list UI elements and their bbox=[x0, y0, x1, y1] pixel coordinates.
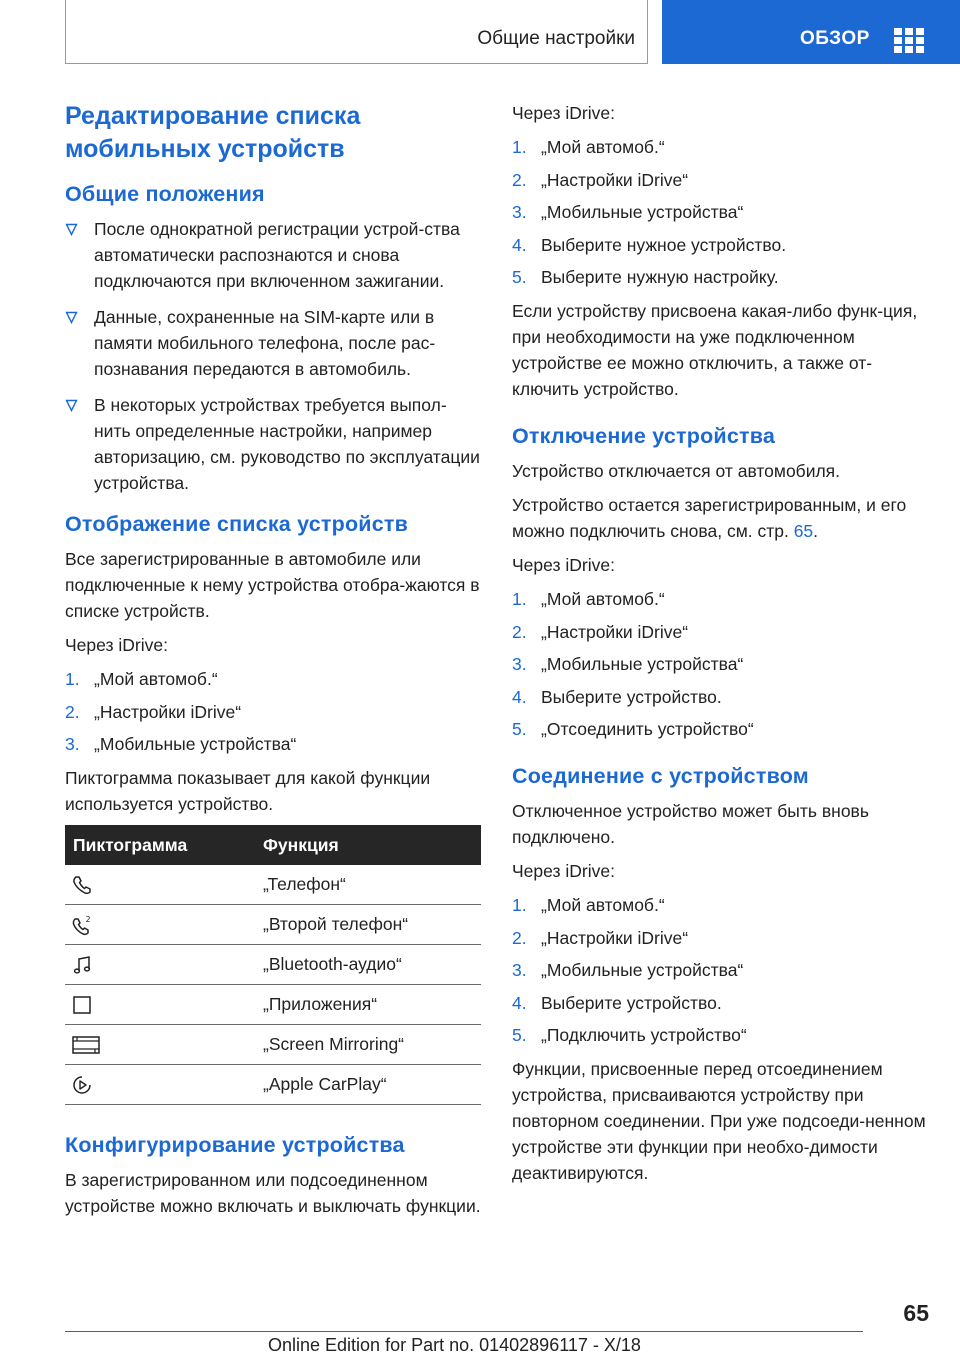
table-header-function: Функция bbox=[257, 825, 481, 865]
footer-divider bbox=[65, 1331, 863, 1332]
screen-mirroring-icon bbox=[71, 1034, 101, 1056]
step-item: 3. „Мобильные устройства“ bbox=[512, 960, 744, 980]
reconnect-functions-text: Функции, присвоенные перед отсоединением устройства, присваиваются устройству при повторном соединении. При уже подсоеди-ненном устройстве эти функции при необхо-димости деактивируются. bbox=[512, 1059, 926, 1183]
table-cell-icon bbox=[65, 1065, 257, 1105]
step-item: 1. „Мой автомоб.“ bbox=[512, 895, 665, 915]
table-cell-function: „Screen Mirroring“ bbox=[257, 1025, 481, 1065]
table-header-row bbox=[65, 825, 481, 865]
triangle-bullet-icon bbox=[65, 311, 78, 324]
svg-text:2: 2 bbox=[85, 914, 91, 924]
configure-heading: Конфигурирование устройства bbox=[65, 1133, 405, 1157]
main-title-line1: Редактирование списка bbox=[65, 102, 361, 130]
table-row bbox=[65, 1065, 481, 1105]
table-row bbox=[65, 1025, 481, 1065]
phone-icon bbox=[71, 874, 93, 896]
step-text: Выберите устройство. bbox=[541, 992, 722, 1013]
disconnect-heading: Отключение устройства bbox=[512, 424, 776, 448]
second-phone-icon bbox=[71, 914, 93, 936]
step-text: „Мой автомоб.“ bbox=[541, 137, 665, 157]
table-row bbox=[65, 985, 481, 1025]
settings-steps bbox=[512, 134, 932, 290]
connect-text: Отключенное устройство может быть вновь подключено. bbox=[512, 801, 869, 847]
via-idrive-text: Через iDrive: bbox=[65, 635, 168, 655]
step-item: 4. Выберите устройство. bbox=[512, 992, 722, 1013]
step-item: 1. „Мой автомоб.“ bbox=[512, 137, 665, 157]
table-cell-function: „Телефон“ bbox=[257, 865, 481, 905]
main-title bbox=[65, 100, 481, 166]
display-list-heading: Отображение списка устройств bbox=[65, 512, 409, 536]
step-text: „Мой автомоб.“ bbox=[541, 895, 665, 915]
disconnect-text1: Устройство отключается от автомобиля. bbox=[512, 461, 841, 481]
right-column bbox=[512, 100, 932, 1194]
music-note-icon bbox=[71, 954, 93, 976]
step-item: 2. „Настройки iDrive“ bbox=[65, 701, 242, 722]
triangle-bullet-icon bbox=[65, 223, 78, 236]
step-item: 5. „Подключить устройство“ bbox=[512, 1025, 747, 1045]
bullet-text: В некоторых устройствах требуется выпол-нить определенные настройки, например авторизацию, см. руководство по эксплуатации устройства. bbox=[94, 395, 480, 493]
display-list-text: Все зарегистрированные в автомобиле или подключенные к нему устройства отобра-жаются в списке устройств. bbox=[65, 549, 480, 621]
edition-footer: Online Edition for Part no. 01402896117 - X/18 bbox=[268, 1335, 641, 1355]
step-item: 3. „Мобильные устройства“ bbox=[65, 734, 297, 754]
bullet-item bbox=[65, 392, 481, 496]
via-idrive-text: Через iDrive: bbox=[512, 861, 615, 881]
general-heading: Общие положения bbox=[65, 182, 265, 206]
bullet-text: Данные, сохраненные на SIM-карте или в памяти мобильного телефона, после рас-познавания передаются в автомобиль. bbox=[94, 307, 436, 379]
bullet-item bbox=[65, 216, 481, 294]
step-text: „Мобильные устройства“ bbox=[541, 960, 744, 980]
table-cell-icon bbox=[65, 865, 257, 905]
table-cell-function: „Второй телефон“ bbox=[257, 905, 481, 945]
step-item: 4. Выберите устройство. bbox=[512, 686, 722, 707]
step-item: 2. „Настройки iDrive“ bbox=[512, 927, 689, 948]
step-text: „Мобильные устройства“ bbox=[94, 734, 297, 754]
disconnect-text2 bbox=[512, 492, 932, 544]
page-reference-link[interactable]: 65 bbox=[793, 521, 814, 541]
pictogram-explain-text: Пиктограмма показывает для какой функции используется устройство. bbox=[65, 768, 431, 814]
step-text: „Настройки iDrive“ bbox=[541, 169, 689, 190]
step-item: 1. „Мой автомоб.“ bbox=[512, 589, 665, 609]
apps-square-icon bbox=[71, 994, 93, 1016]
step-text: Выберите нужное устройство. bbox=[541, 234, 787, 255]
step-text: „Мобильные устройства“ bbox=[541, 654, 744, 674]
overview-nav-label[interactable]: ОБЗОР bbox=[800, 28, 870, 49]
step-item: 1. „Мой автомоб.“ bbox=[65, 669, 218, 689]
step-text: „Настройки iDrive“ bbox=[541, 927, 689, 948]
step-item: 5. Выберите нужную настройку. bbox=[512, 267, 779, 287]
pictogram-table bbox=[65, 825, 481, 1105]
via-idrive-text: Через iDrive: bbox=[512, 555, 615, 575]
left-column bbox=[65, 100, 481, 1227]
function-assign-text: Если устройству присвоена какая-либо функ-ция, при необходимости на уже подключенном устройстве ее можно отключить, а также от-ключить устройство. bbox=[512, 301, 918, 399]
step-text: Выберите нужную настройку. bbox=[541, 267, 779, 287]
table-cell-icon bbox=[65, 905, 257, 945]
configure-text: В зарегистрированном или подсоединенном устройстве можно включать и выключать функции. bbox=[65, 1170, 481, 1216]
step-item: 2. „Настройки iDrive“ bbox=[512, 169, 689, 190]
bullet-item bbox=[65, 304, 481, 382]
connect-steps bbox=[512, 892, 932, 1048]
step-item: 2. „Настройки iDrive“ bbox=[512, 621, 689, 642]
step-text: „Отсоединить устройство“ bbox=[541, 719, 754, 739]
table-cell-function: „Apple CarPlay“ bbox=[257, 1065, 481, 1105]
step-item: 3. „Мобильные устройства“ bbox=[512, 202, 744, 222]
table-cell-icon bbox=[65, 985, 257, 1025]
general-bullets bbox=[65, 216, 481, 496]
step-text: „Подключить устройство“ bbox=[541, 1025, 747, 1045]
step-text: „Настройки iDrive“ bbox=[94, 701, 242, 722]
main-title-line2: мобильных устройств bbox=[65, 135, 345, 163]
table-cell-icon bbox=[65, 945, 257, 985]
table-cell-function: „Приложения“ bbox=[257, 985, 481, 1025]
step-text: „Мой автомоб.“ bbox=[94, 669, 218, 689]
via-idrive-text: Через iDrive: bbox=[512, 103, 615, 123]
step-text: Выберите устройство. bbox=[541, 686, 722, 707]
display-list-steps bbox=[65, 666, 481, 757]
section-title: Общие настройки bbox=[477, 28, 635, 49]
carplay-play-icon bbox=[71, 1074, 93, 1096]
step-item: 4. Выберите нужное устройство. bbox=[512, 234, 787, 255]
connect-heading: Соединение с устройством bbox=[512, 764, 809, 788]
page-number: 65 bbox=[903, 1300, 929, 1326]
triangle-bullet-icon bbox=[65, 399, 78, 412]
disconnect-text2-main: Устройство остается зарегистрированным, и его можно подключить снова, см. стр. bbox=[512, 495, 907, 541]
step-item: 3. „Мобильные устройства“ bbox=[512, 654, 744, 674]
bullet-text: После однократной регистрации устрой-ства автоматически распознаются и снова подключаются при включенном зажигании. bbox=[94, 219, 460, 291]
overview-nav-tab[interactable] bbox=[662, 0, 960, 64]
table-cell-icon bbox=[65, 1025, 257, 1065]
table-header-pictogram: Пиктограмма bbox=[65, 825, 257, 865]
step-text: „Мой автомоб.“ bbox=[541, 589, 665, 609]
table-row bbox=[65, 865, 481, 905]
disconnect-text2-end: . bbox=[813, 521, 819, 541]
step-text: „Мобильные устройства“ bbox=[541, 202, 744, 222]
step-text: „Настройки iDrive“ bbox=[541, 621, 689, 642]
step-item: 5. „Отсоединить устройство“ bbox=[512, 719, 754, 739]
grid-menu-icon[interactable] bbox=[894, 28, 924, 54]
table-row bbox=[65, 945, 481, 985]
header-section-box bbox=[65, 0, 648, 64]
table-row bbox=[65, 905, 481, 945]
table-cell-function: „Bluetooth-аудио“ bbox=[257, 945, 481, 985]
disconnect-steps bbox=[512, 586, 932, 742]
